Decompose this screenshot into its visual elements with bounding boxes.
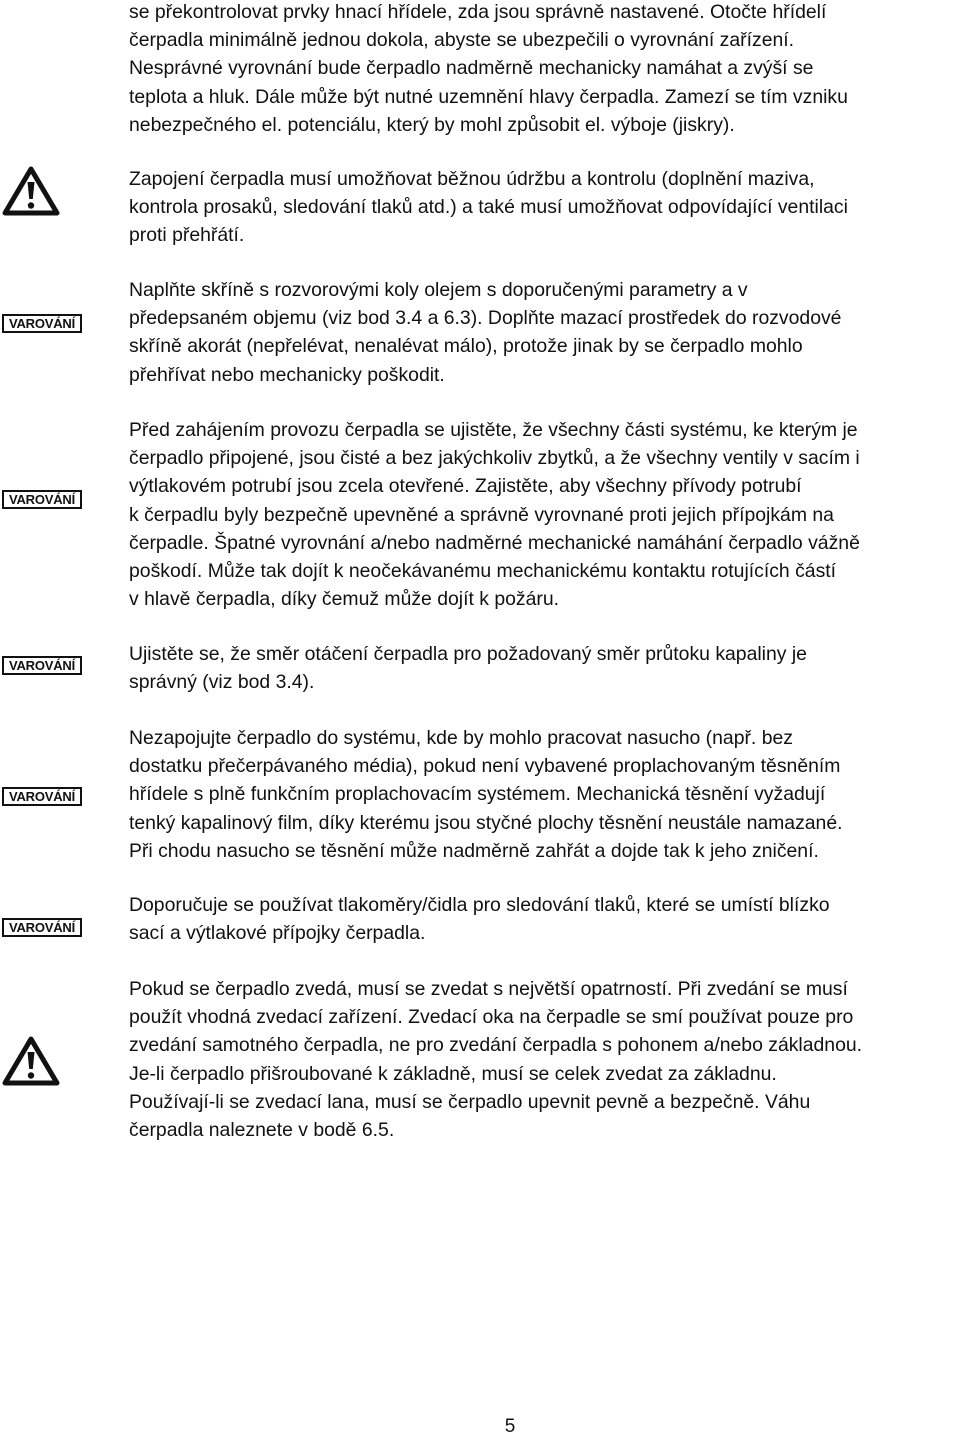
text-line: přehřívat nebo mechanicky poškodit. (129, 363, 445, 386)
text-line: k čerpadlu byly bezpečně upevněné a správně vyrovnané proti jejich přípojkám na (129, 503, 834, 526)
paragraph-connection (129, 165, 960, 250)
text-line: Před zahájením provozu čerpadla se ujistěte, že všechny části systému, ke kterým je (129, 419, 858, 441)
text-line: čerpadlo připojené, jsou čisté a bez jakýchkoliv zbytků, a že všechny ventily v sacím i (129, 447, 860, 470)
text-line: čerpadle. Špatné vyrovnání a/nebo nadměrné mechanické namáhání čerpadlo vážně (129, 531, 860, 554)
warning-label: VAROVÁNÍ (2, 314, 82, 333)
warning-label: VAROVÁNÍ (2, 918, 82, 937)
text-line: tenký kapalinový film, díky kterému jsou styčné plochy těsnění neustále namazané. (129, 811, 843, 834)
paragraph-dry-run (129, 724, 960, 865)
text-line: Doporučuje se používat tlakoměry/čidla pro sledování tlaků, které se umístí blízko (129, 894, 830, 916)
warning-triangle-icon (2, 166, 60, 216)
text-line: poškodí. Může tak dojít k neočekávanému mechanickému kontaktu rotujících částí (129, 560, 837, 583)
text-line: Nezapojujte čerpadlo do systému, kde by mohlo pracovat nasucho (např. bez (129, 727, 793, 749)
text-line: v hlavě čerpadla, díky čemuž může dojít k požáru. (129, 588, 560, 611)
text-line: hřídele s plně funkčním proplachovacím systémem. Mechanická těsnění vyžadují (129, 783, 826, 806)
text-line: Pokud se čerpadlo zvedá, musí se zvedat s největší opatrností. Při zvedání se musí (129, 978, 848, 1000)
text-line: Při chodu nasucho se těsnění může nadměrně zahřát a dojde tak k jeho zničení. (129, 839, 819, 862)
text-line: nebezpečného el. potenciálu, který by mohl způsobit el. výboje (jiskry). (129, 113, 735, 136)
text-line: Používají-li se zvedací lana, musí se čerpadlo upevnit pevně a bezpečně. Váhu (129, 1090, 811, 1113)
paragraph-startup-check (129, 416, 960, 613)
text-line: výtlakovém potrubí jsou zcela otevřené. Zajistěte, aby všechny přívody potrubí (129, 475, 802, 498)
text-line: se překontrolovat prvky hnací hřídele, zda jsou správně nastavené. Otočte hřídelí (129, 1, 827, 23)
text-line: Naplňte skříně s rozvorovými koly olejem s doporučenými parametry a v (129, 279, 748, 301)
text-line: sací a výtlakové přípojky čerpadla. (129, 922, 426, 945)
paragraph-oil-fill (129, 276, 960, 389)
text-line: použít vhodná zvedací zařízení. Zvedací oka na čerpadle se smí používat pouze pro (129, 1006, 854, 1029)
warning-label: VAROVÁNÍ (2, 787, 82, 806)
text-line: kontrola prosaků, sledování tlaků atd.) a také musí umožňovat odpovídající ventilaci (129, 196, 848, 219)
text-line: teplota a hluk. Dále může být nutné uzemnění hlavy čerpadla. Zamezí se tím vzniku (129, 85, 848, 108)
warning-triangle-icon (2, 1036, 60, 1086)
paragraph-rotation (129, 640, 960, 696)
text-line: Nesprávné vyrovnání bude čerpadlo nadměrně mechanicky namáhat a zvýší se (129, 57, 814, 80)
text-line: Zapojení čerpadla musí umožňovat běžnou údržbu a kontrolu (doplnění maziva, (129, 168, 815, 190)
text-line: předepsaném objemu (viz bod 3.4 a 6.3). Doplňte mazací prostředek do rozvodové (129, 307, 842, 330)
text-line: zvedání samotného čerpadla, ne pro zvedání čerpadla s pohonem a/nebo základnou. (129, 1034, 863, 1057)
warning-label: VAROVÁNÍ (2, 656, 82, 675)
text-line: Je-li čerpadlo přišroubované k základně, musí se celek zvedat za základnu. (129, 1062, 777, 1085)
text-line: proti přehřátí. (129, 224, 245, 247)
text-line: správný (viz bod 3.4). (129, 671, 315, 694)
text-line: Ujistěte se, že směr otáčení čerpadla pro požadovaný směr průtoku kapaliny je (129, 643, 807, 665)
text-line: čerpadla minimálně jednou dokola, abyste se ubezpečili o vyrovnání zařízení. (129, 29, 795, 52)
text-line: dostatku přečerpávaného média), pokud není vybavené proplachovaným těsněním (129, 755, 841, 778)
paragraph-pressure-gauges (129, 891, 960, 947)
paragraph-lifting (129, 975, 960, 1144)
paragraph-alignment (129, 0, 960, 139)
warning-label: VAROVÁNÍ (2, 490, 82, 509)
text-line: čerpadla naleznete v bodě 6.5. (129, 1119, 395, 1142)
text-line: skříně akorát (nepřelévat, nenalévat málo), protože jinak by se čerpadlo mohlo (129, 335, 803, 358)
page-number: 5 (504, 1416, 516, 1437)
